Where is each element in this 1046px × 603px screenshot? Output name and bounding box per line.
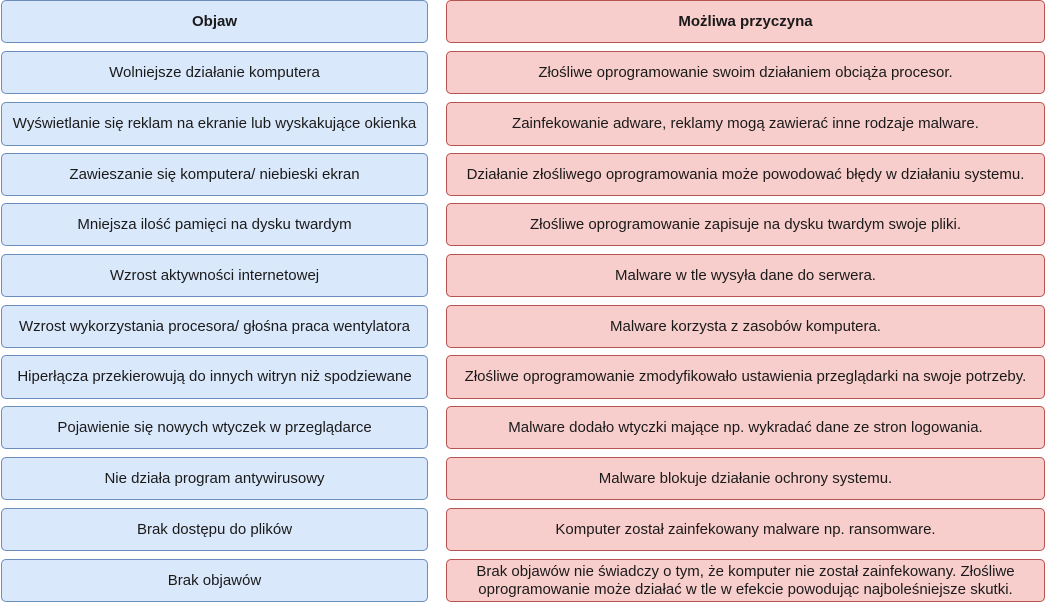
symptom-box: Wzrost aktywności internetowej	[1, 254, 428, 297]
symptom-box: Hiperłącza przekierowują do innych witryn niż spodziewane	[1, 355, 428, 399]
cause-box: Malware korzysta z zasobów komputera.	[446, 305, 1045, 348]
symptom-header: Objaw	[1, 0, 428, 43]
symptom-box: Wzrost wykorzystania procesora/ głośna praca wentylatora	[1, 305, 428, 348]
symptom-box: Nie działa program antywirusowy	[1, 457, 428, 500]
cause-box: Brak objawów nie świadczy o tym, że komputer nie został zainfekowany. Złośliwe oprogramowanie może działać w tle w efekcie powodując najboleśniejsze skutki.	[446, 559, 1045, 602]
cause-box: Złośliwe oprogramowanie zmodyfikowało ustawienia przeglądarki na swoje potrzeby.	[446, 355, 1045, 399]
cause-box: Komputer został zainfekowany malware np. ransomware.	[446, 508, 1045, 551]
cause-box: Działanie złośliwego oprogramowania może powodować błędy w działaniu systemu.	[446, 153, 1045, 196]
symptom-box: Brak objawów	[1, 559, 428, 602]
cause-header: Możliwa przyczyna	[446, 0, 1045, 43]
symptom-box: Zawieszanie się komputera/ niebieski ekran	[1, 153, 428, 196]
cause-box: Malware blokuje działanie ochrony systemu.	[446, 457, 1045, 500]
cause-box: Malware w tle wysyła dane do serwera.	[446, 254, 1045, 297]
symptom-box: Brak dostępu do plików	[1, 508, 428, 551]
cause-box: Złośliwe oprogramowanie zapisuje na dysku twardym swoje pliki.	[446, 203, 1045, 246]
symptom-box: Mniejsza ilość pamięci na dysku twardym	[1, 203, 428, 246]
cause-box: Malware dodało wtyczki mające np. wykradać dane ze stron logowania.	[446, 406, 1045, 449]
symptom-box: Wyświetlanie się reklam na ekranie lub wyskakujące okienka	[1, 102, 428, 146]
cause-box: Złośliwe oprogramowanie swoim działaniem obciąża procesor.	[446, 51, 1045, 94]
symptom-box: Wolniejsze działanie komputera	[1, 51, 428, 94]
symptom-box: Pojawienie się nowych wtyczek w przeglądarce	[1, 406, 428, 449]
cause-box: Zainfekowanie adware, reklamy mogą zawierać inne rodzaje malware.	[446, 102, 1045, 146]
